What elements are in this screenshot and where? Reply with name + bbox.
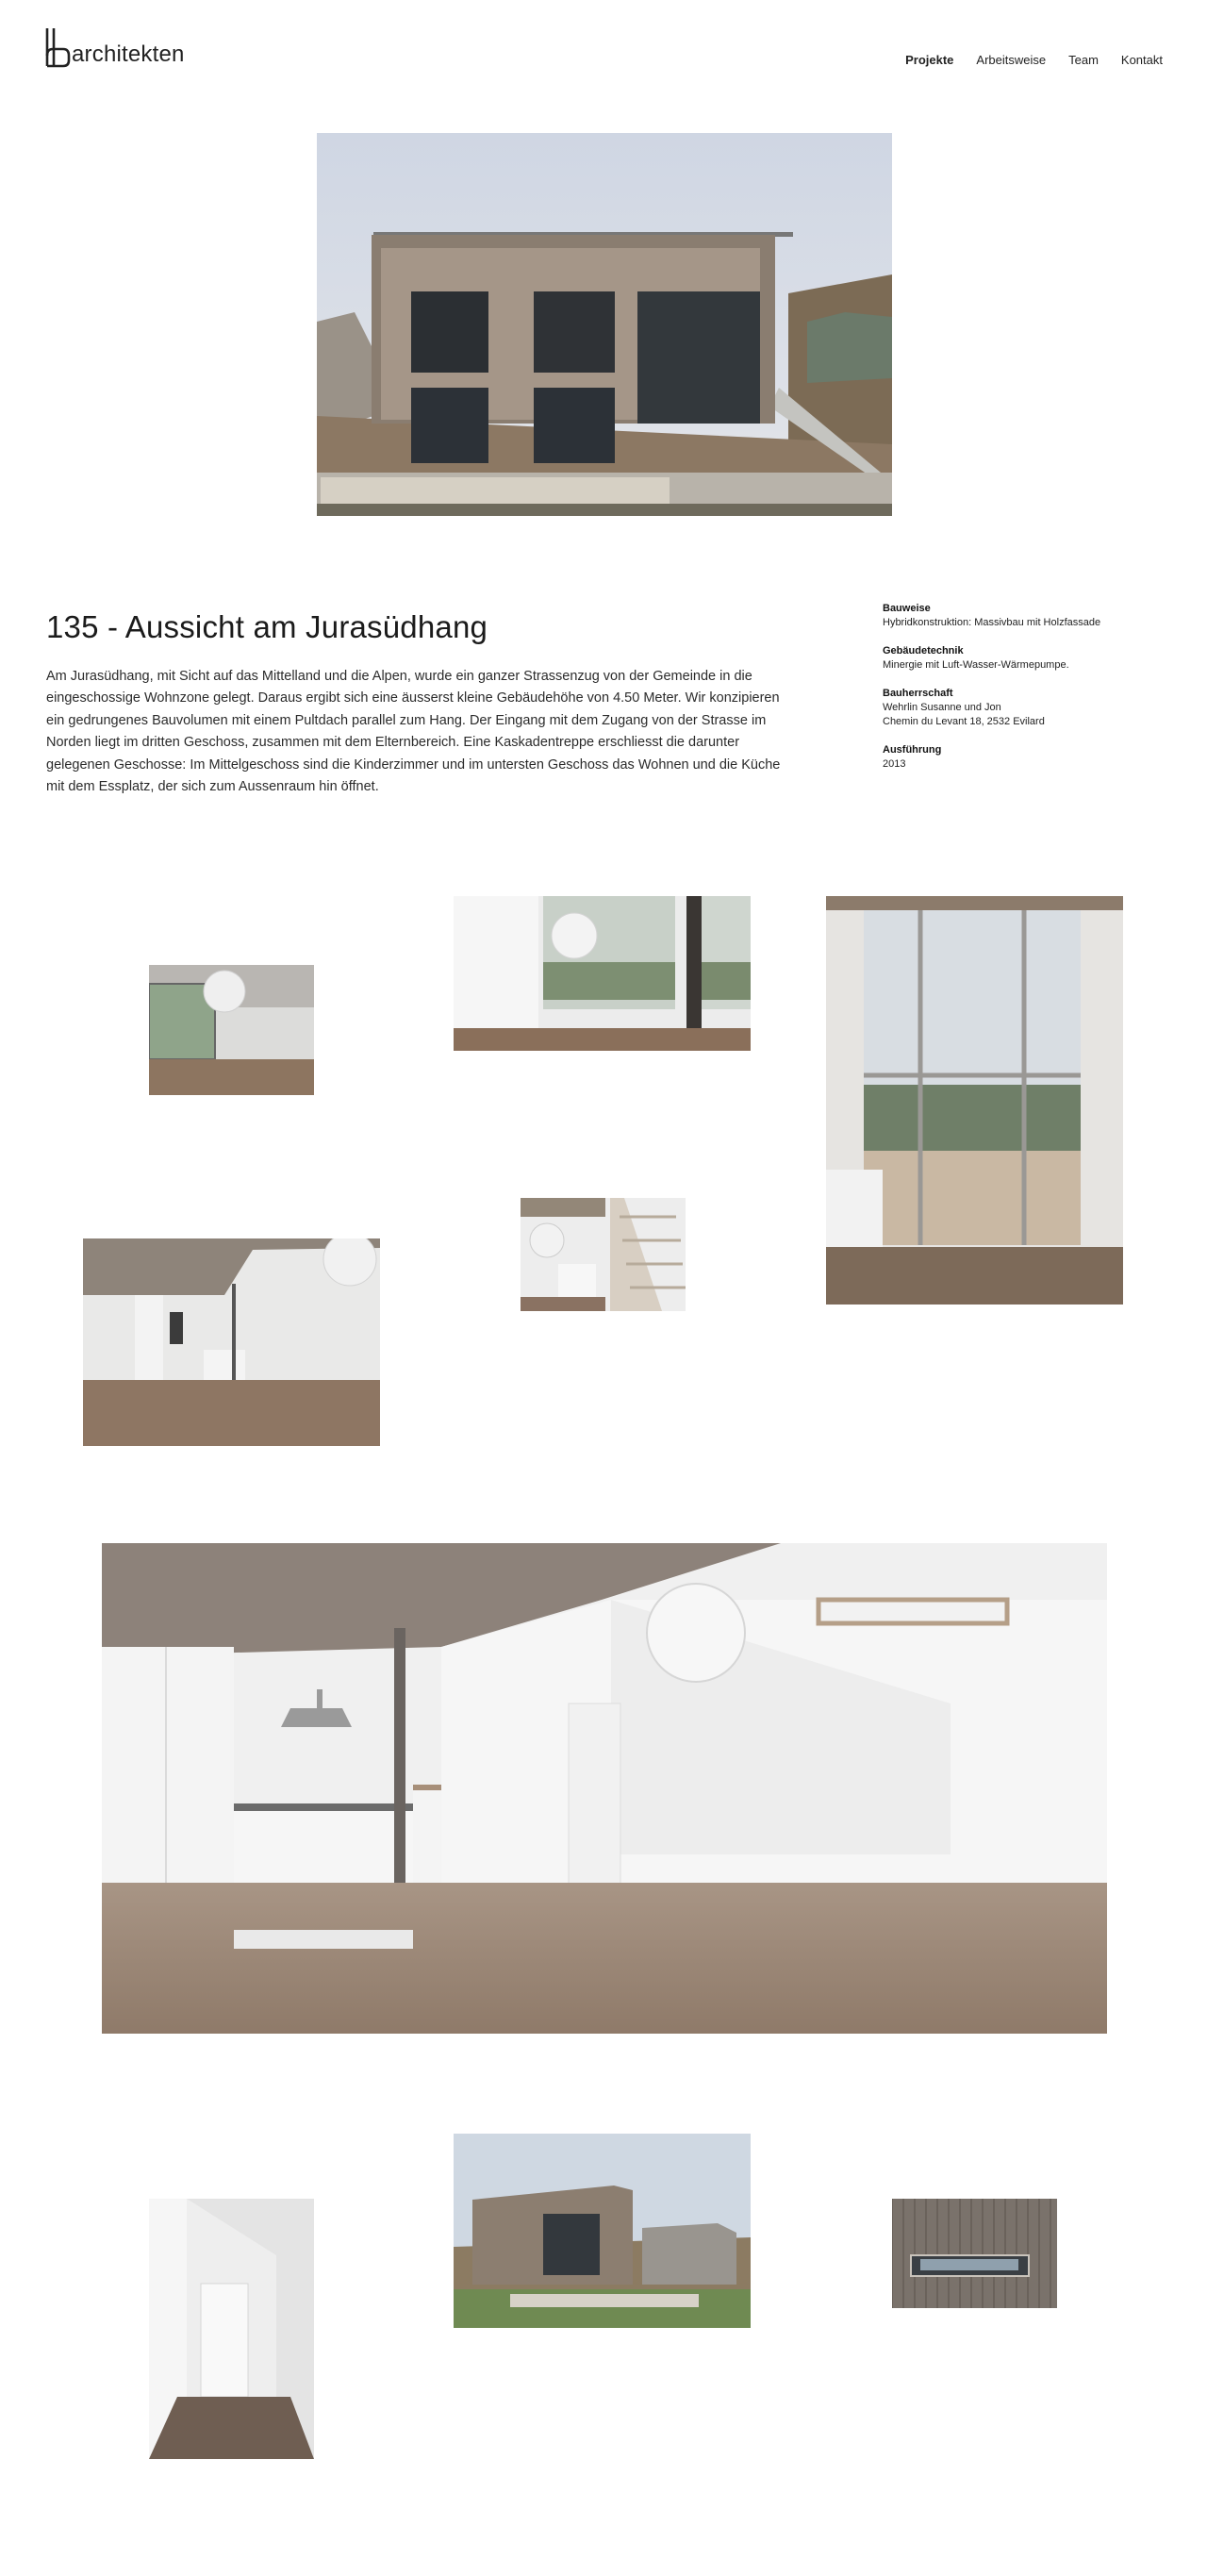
- gallery-image-open-kitchen[interactable]: [83, 1238, 380, 1446]
- project-description: Am Jurasüdhang, mit Sicht auf das Mittelland und die Alpen, wurde ein ganzer Strassenzug von der Gemeinde in die eingeschossige Wohnzone gelegt. Daraus ergibt sich eine äusserst kleine Gebäudehöhe von 4.50 Meter. Wir konzipieren ein gedrungenes Bauvolumen mit einem Pultdach parallel zum Hang. Der Eingang mit dem Zugang von der Strasse im Norden liegt im dritten Geschoss, zusammen mit dem Elternbereich. Eine Kaskadentreppe erschliesst die darunter gelegenen Geschosse: Im Mittelgeschoss sind die Kinderzimmer und im untersten Geschoss das Wohnen und die Küche mit dem Essplatz, der sich zum Aussenraum hin öffnet.: [46, 669, 781, 795]
- fact-label: Ausführung: [883, 744, 942, 756]
- project-facts: [883, 602, 1166, 786]
- nav-item-arbeitsweise[interactable]: Arbeitsweise: [976, 53, 1047, 67]
- main-nav: [905, 53, 1163, 67]
- fact-ausfuehrung: [883, 743, 1166, 772]
- project-title: 135 - Aussicht am Jurasüdhang: [46, 609, 488, 644]
- hero-image-house-exterior[interactable]: [317, 133, 892, 516]
- large-image-living-kitchen[interactable]: [102, 1543, 1107, 2034]
- nav-item-kontakt[interactable]: Kontakt: [1120, 53, 1163, 67]
- fact-label: Gebäudetechnik: [883, 645, 964, 656]
- fact-bauweise: [883, 602, 1166, 630]
- logo-mark-icon: [44, 26, 71, 68]
- fact-label: Bauherrschaft: [883, 688, 953, 699]
- fact-value: Minergie mit Luft-Wasser-Wärmepumpe.: [883, 659, 1069, 671]
- fact-bauherrschaft: [883, 687, 1166, 729]
- nav-item-team[interactable]: Team: [1068, 53, 1099, 67]
- gallery-image-exterior-slope[interactable]: [454, 2134, 751, 2328]
- gallery-image-tall-window[interactable]: [826, 896, 1123, 1305]
- gallery-image-living-room-chandelier[interactable]: [149, 965, 314, 1095]
- logo[interactable]: [44, 23, 185, 68]
- gallery-image-corridor[interactable]: [149, 2199, 314, 2459]
- fact-label: Bauweise: [883, 603, 931, 614]
- brand-name: architekten: [72, 42, 185, 67]
- gallery-image-interior-window-view[interactable]: [454, 896, 751, 1051]
- fact-gebaeudetechnik: [883, 644, 1166, 673]
- fact-value: Hybridkonstruktion: Massivbau mit Holzfassade: [883, 617, 1101, 628]
- nav-item-projekte[interactable]: Projekte: [905, 53, 954, 67]
- fact-value: Wehrlin Susanne und Jon Chemin du Levant 18, 2532 Evilard: [883, 702, 1045, 727]
- gallery-image-staircase[interactable]: [521, 1198, 686, 1311]
- fact-value: 2013: [883, 758, 906, 770]
- gallery-image-facade-window-detail[interactable]: [892, 2199, 1057, 2308]
